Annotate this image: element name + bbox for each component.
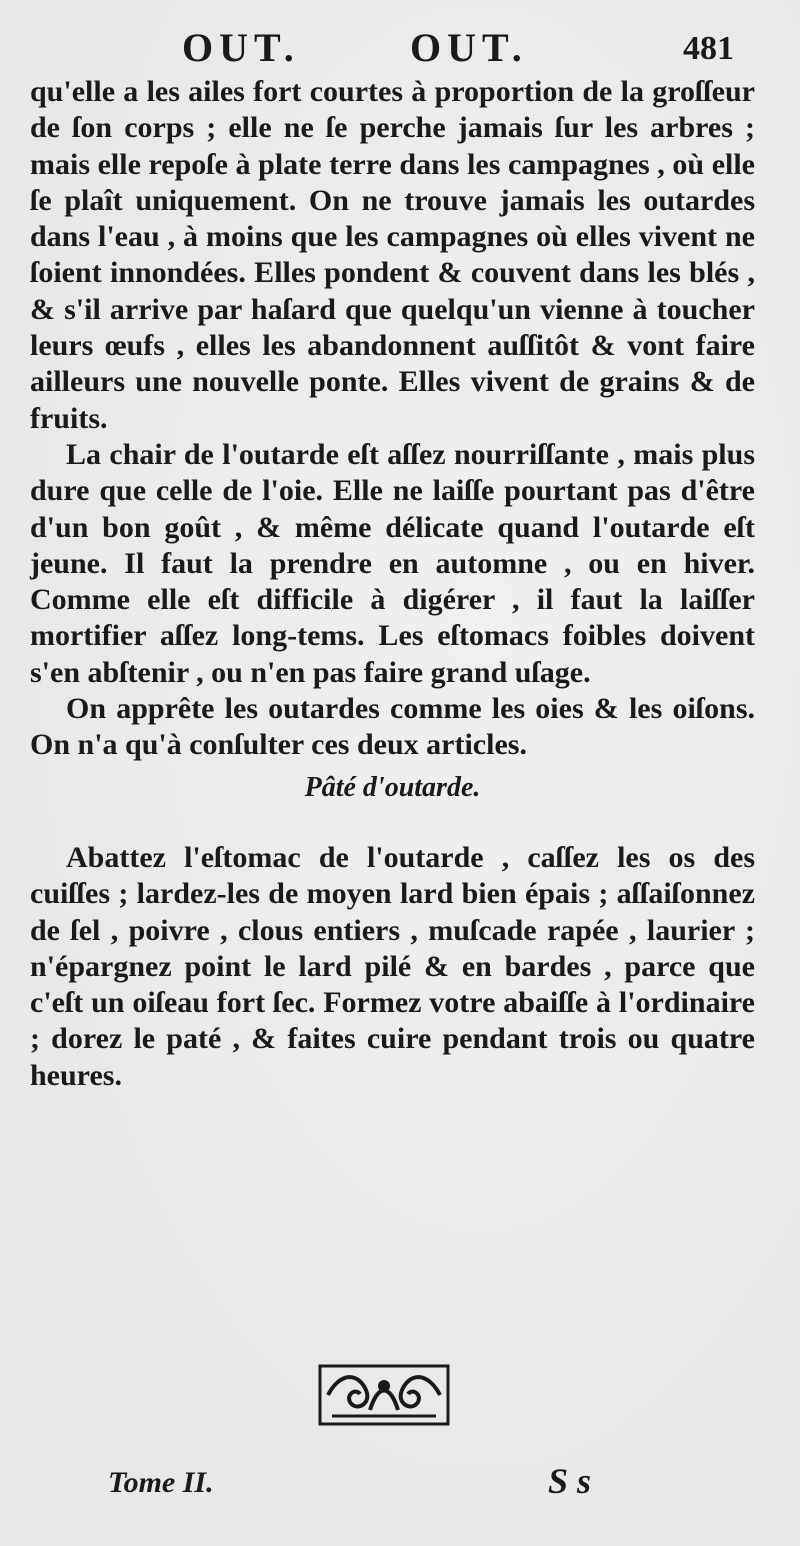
paragraph-1: qu'elle a les ailes fort courtes à proportion de la groſſeur de ſon corps ; elle ne ſe perche jamais ſur les arbres ; mais elle repoſe à plate terre dans les campagnes , où elle ſe plaît uniquement. On ne trouve jamais les outardes dans l'eau , à moins que les campagnes où elles vivent ne ſoient innondées. Elles pondent & couvent dans les blés , & s'il arrive par haſard que quelqu'un vienne à toucher leurs œufs , elles les abandonnent auſſitôt & vont faire ailleurs une nouvelle ponte. Elles vivent de grains & de fruits. <box>30 75 755 435</box>
signature-mark: S s <box>548 1461 592 1501</box>
running-head-right: OUT. <box>410 25 528 70</box>
paragraph-2: La chair de l'outarde eſt aſſez nourriſſante , mais plus dure que celle de l'oie. Elle ne laiſſe pourtant pas d'être d'un bon goût , & même délicate quand l'outarde eſt jeune. Il faut la prendre en automne , ou en hiver. Comme elle eſt difficile à digérer , il faut la laiſſer mortifier aſſez long-tems. Les eſtomacs foibles doivent s'en abſtenir , ou n'en pas faire grand uſage. <box>30 437 755 689</box>
running-head <box>0 24 800 74</box>
recipe-paragraph: Abattez l'eſtomac de l'outarde , caſſez les os des cuiſſes ; lardez-les de moyen lard bien épais ; aſſaiſonnez de ſel , poivre , clous entiers , muſcade rapée , laurier ; n'épargnez point le lard pilé & en bardes , parce que c'eſt un oiſeau fort ſec. Formez votre abaiſſe à l'ordinaire ; dorez le paté , & faites cuire pendant trois ou quatre heures. <box>30 840 755 1092</box>
fleuron-ornament-icon <box>318 1364 450 1426</box>
running-head-left: OUT. <box>182 25 300 70</box>
volume-label: Tome II. <box>108 1466 214 1499</box>
paragraph-3: On apprête les outardes comme les oies & les oiſons. On n'a qu'à conſulter ces deux articles. <box>30 692 755 762</box>
page-number: 481 <box>683 30 734 67</box>
page-body <box>30 74 755 1094</box>
recipe-heading: Pâté d'outarde. <box>304 771 481 803</box>
